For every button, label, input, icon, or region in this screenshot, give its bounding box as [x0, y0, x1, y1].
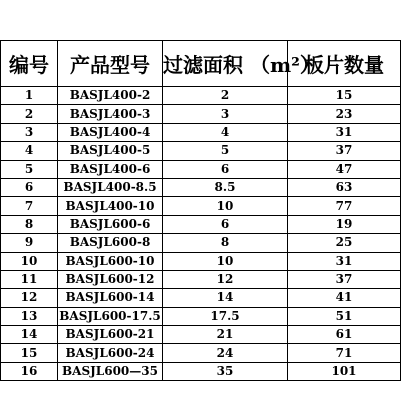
cell-plates: 25: [288, 234, 401, 252]
cell-plates: 41: [288, 289, 401, 307]
product-spec-table: [0, 40, 401, 381]
table-row: [1, 142, 401, 160]
cell-area: 24: [163, 344, 288, 362]
cell-area: 8.5: [163, 178, 288, 196]
header-plates: 板片数量: [288, 41, 401, 87]
header-area: [163, 41, 320, 87]
header-area-label: 过滤面积: [163, 53, 243, 77]
cell-index: 15: [1, 344, 58, 362]
cell-index: 12: [1, 289, 58, 307]
table-row: [1, 87, 401, 105]
cell-index: 7: [1, 197, 58, 215]
cell-model: BASJL400-8.5: [58, 178, 163, 196]
cell-index: 16: [1, 362, 58, 380]
cell-model: BASJL600-21: [58, 326, 163, 344]
cell-area: 2: [163, 87, 288, 105]
cell-model: BASJL600—35: [58, 362, 163, 380]
cell-index: 2: [1, 105, 58, 123]
cell-area: 5: [163, 142, 288, 160]
cell-plates: 31: [288, 123, 401, 141]
cell-area: 6: [163, 215, 288, 233]
cell-area: 10: [163, 197, 288, 215]
header-model: 产品型号: [58, 41, 163, 87]
cell-area: 6: [163, 160, 288, 178]
cell-index: 14: [1, 326, 58, 344]
cell-area: 10: [163, 252, 288, 270]
cell-index: 3: [1, 123, 58, 141]
cell-area: 12: [163, 270, 288, 288]
cell-index: 1: [1, 87, 58, 105]
cell-model: BASJL600-12: [58, 270, 163, 288]
header-area-unit: （m²）: [249, 53, 320, 77]
cell-model: BASJL400-2: [58, 87, 163, 105]
table-row: [1, 215, 401, 233]
cell-index: 11: [1, 270, 58, 288]
cell-model: BASJL400-4: [58, 123, 163, 141]
table-row: [1, 307, 401, 325]
cell-index: 10: [1, 252, 58, 270]
table-row: [1, 197, 401, 215]
cell-plates: 37: [288, 270, 401, 288]
cell-model: BASJL600-10: [58, 252, 163, 270]
cell-plates: 51: [288, 307, 401, 325]
cell-plates: 101: [288, 362, 401, 380]
cell-plates: 61: [288, 326, 401, 344]
cell-plates: 63: [288, 178, 401, 196]
cell-model: BASJL600-24: [58, 344, 163, 362]
cell-plates: 31: [288, 252, 401, 270]
cell-plates: 23: [288, 105, 401, 123]
header-row: [1, 41, 401, 87]
cell-model: BASJL400-10: [58, 197, 163, 215]
table-row: [1, 344, 401, 362]
table-row: [1, 270, 401, 288]
table-row: [1, 160, 401, 178]
table-row: [1, 252, 401, 270]
cell-model: BASJL600-17.5: [58, 307, 163, 325]
cell-plates: 19: [288, 215, 401, 233]
cell-model: BASJL400-5: [58, 142, 163, 160]
cell-index: 8: [1, 215, 58, 233]
cell-model: BASJL600-14: [58, 289, 163, 307]
table-row: [1, 326, 401, 344]
cell-model: BASJL600-6: [58, 215, 163, 233]
cell-plates: 71: [288, 344, 401, 362]
cell-index: 13: [1, 307, 58, 325]
cell-area: 14: [163, 289, 288, 307]
cell-index: 4: [1, 142, 58, 160]
table-header: [1, 41, 401, 87]
product-spec-table-container: [0, 40, 400, 381]
cell-area: 17.5: [163, 307, 288, 325]
table-row: [1, 234, 401, 252]
table-body: [1, 87, 401, 381]
cell-index: 9: [1, 234, 58, 252]
header-index: 编号: [1, 41, 58, 87]
cell-index: 6: [1, 178, 58, 196]
cell-model: BASJL400-6: [58, 160, 163, 178]
cell-plates: 47: [288, 160, 401, 178]
cell-area: 35: [163, 362, 288, 380]
cell-model: BASJL600-8: [58, 234, 163, 252]
cell-plates: 15: [288, 87, 401, 105]
cell-model: BASJL400-3: [58, 105, 163, 123]
table-row: [1, 289, 401, 307]
table-row: [1, 123, 401, 141]
cell-area: 21: [163, 326, 288, 344]
table-row: [1, 362, 401, 380]
cell-area: 8: [163, 234, 288, 252]
cell-area: 3: [163, 105, 288, 123]
table-row: [1, 105, 401, 123]
cell-index: 5: [1, 160, 58, 178]
cell-plates: 37: [288, 142, 401, 160]
cell-plates: 77: [288, 197, 401, 215]
table-row: [1, 178, 401, 196]
cell-area: 4: [163, 123, 288, 141]
